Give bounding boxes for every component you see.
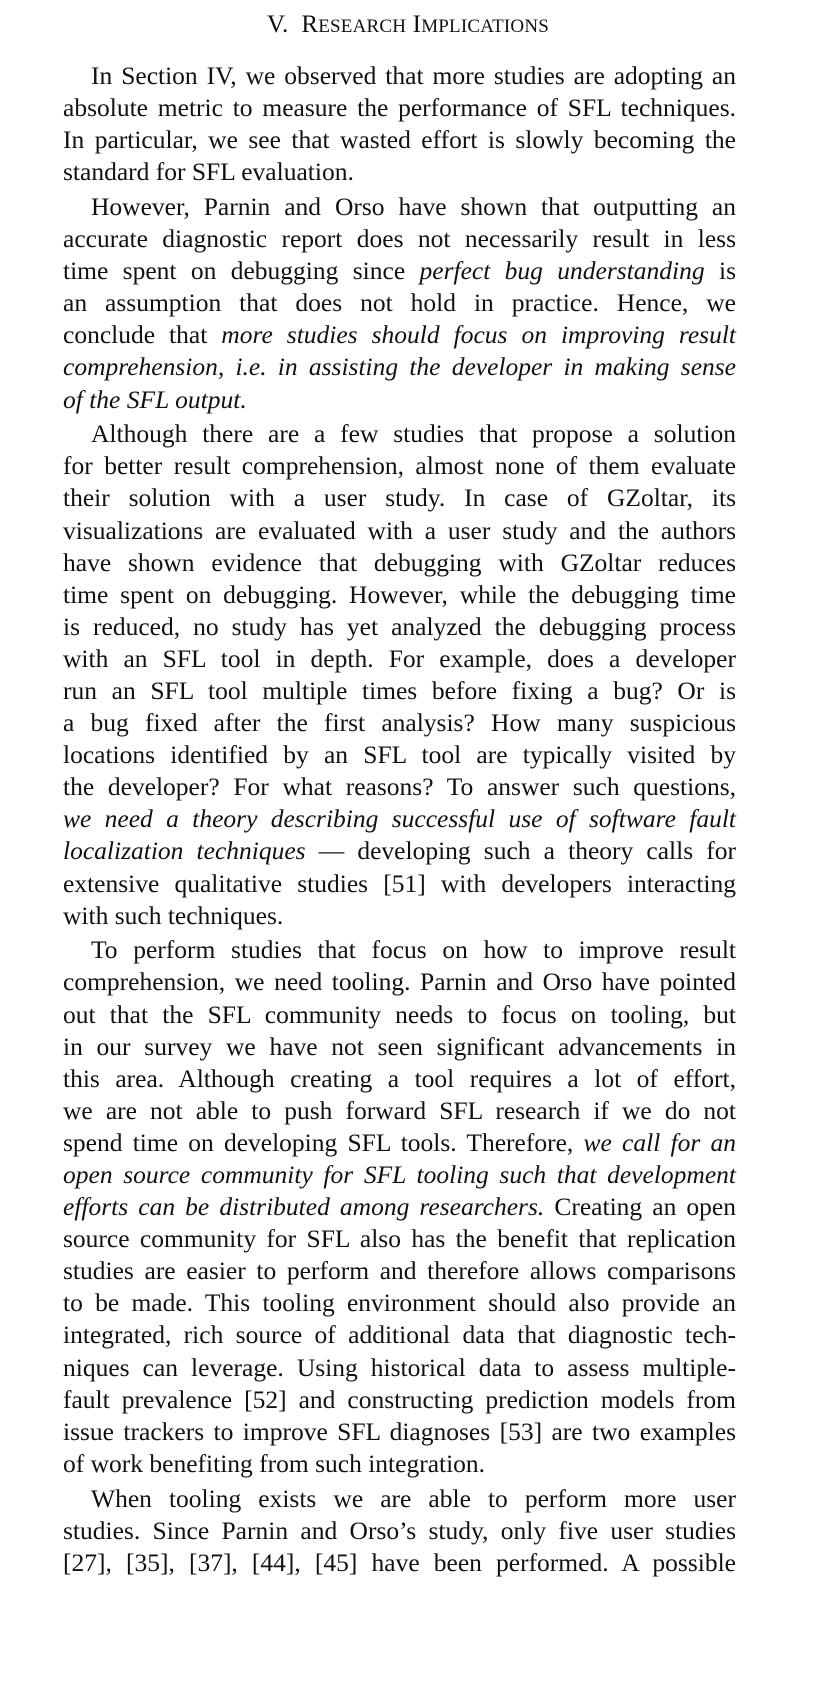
text-run: a bug fixed after the first analysis? How many suspicious [63, 708, 736, 738]
paragraph [63, 934, 736, 1480]
text-line [63, 868, 736, 900]
text-run: fault prevalence [52] and constructing prediction models from [63, 1384, 736, 1414]
text-run: comprehension, we need tooling. Parnin and Orso have pointed [63, 967, 736, 997]
text-run: studies. Since Parnin and Orso’s study, only five user studies [63, 1515, 736, 1545]
text-run: issue trackers to improve SFL diagnoses [53] are two examples [63, 1416, 736, 1446]
emphasized-text: efforts can be distributed among researchers. [63, 1192, 545, 1222]
text-run: run an SFL tool multiple times before fixing a bug? Or is [63, 675, 736, 705]
section-title-word-2: IMPLICATIONS [412, 11, 550, 38]
text-line [63, 1191, 736, 1223]
text-run: standard for SFL evaluation. [63, 157, 354, 187]
text-run: the developer? For what reasons? To answer such questions, [63, 772, 736, 802]
text-run: their solution with a user study. In case of GZoltar, its [63, 483, 736, 513]
emphasized-text: open source community for SFL tooling such that development [63, 1159, 736, 1189]
text-run: we are not able to push forward SFL research if we do not [63, 1095, 736, 1125]
text-line [63, 515, 736, 547]
paragraph [63, 191, 736, 416]
text-line [63, 1223, 736, 1255]
text-line [63, 418, 736, 450]
text-run: studies are easier to perform and therefore allows comparisons [63, 1256, 736, 1286]
section-number: V. [266, 11, 289, 38]
section-title-word-1: RESEARCH [301, 11, 407, 38]
text-run: In particular, we see that wasted effort is slowly becoming the [63, 125, 736, 155]
text-line [63, 1352, 736, 1384]
text-line [63, 1483, 736, 1515]
text-line [63, 1255, 736, 1287]
emphasized-text: localization techniques [63, 836, 306, 866]
emphasized-text: we need a theory describing successful use of software fault [63, 804, 736, 834]
text-run: an assumption that does not hold in practice. Hence, we [63, 288, 736, 318]
text-line [63, 1127, 736, 1159]
text-line [63, 223, 736, 255]
text-run: of work benefiting from such integration. [63, 1448, 486, 1478]
text-run: visualizations are evaluated with a user study and the authors [63, 515, 736, 545]
text-run: To perform studies that focus on how to improve result [91, 935, 736, 965]
text-line [63, 1287, 736, 1319]
emphasized-text: more studies should focus on improving result [221, 320, 736, 350]
text-line [63, 1095, 736, 1127]
text-run: In Section IV, we observed that more studies are adopting an [91, 61, 736, 90]
body-column [63, 60, 736, 1581]
text-run: When tooling exists we are able to perform more user [91, 1483, 736, 1513]
paragraph [63, 1483, 736, 1579]
text-line [63, 1448, 736, 1480]
text-line [63, 1416, 736, 1448]
text-line [63, 351, 736, 383]
section-heading [0, 8, 816, 44]
text-run: Although there are a few studies that propose a solution [91, 419, 736, 449]
text-line [63, 191, 736, 223]
emphasized-text: we call for an [583, 1127, 736, 1157]
text-line [63, 803, 736, 835]
emphasized-text: comprehension, i.e. in assisting the developer in making sense [63, 352, 736, 382]
text-run: to be made. This tooling environment should also provide an [63, 1288, 736, 1318]
text-run: time spent on debugging. However, while the debugging time [63, 579, 736, 609]
text-run: this area. Although creating a tool requires a lot of effort, [63, 1063, 736, 1093]
text-line [63, 1384, 736, 1416]
text-line [63, 999, 736, 1031]
text-run: Creating an open [544, 1192, 736, 1222]
text-run: is reduced, no study has yet analyzed the debugging process [63, 611, 736, 641]
text-run: have shown evidence that debugging with GZoltar reduces [63, 547, 736, 577]
text-run: conclude that [63, 320, 222, 350]
text-run: locations identified by an SFL tool are typically visited by [63, 740, 736, 770]
text-run: time spent on debugging since [63, 256, 420, 286]
text-line [63, 547, 736, 579]
text-run: in our survey we have not seen significant advancements in [63, 1031, 736, 1061]
text-line [63, 92, 736, 124]
text-line [63, 771, 736, 803]
text-line [63, 579, 736, 611]
text-run: with such techniques. [63, 900, 284, 930]
text-run: — developing such a theory calls for [305, 836, 736, 866]
text-line [63, 739, 736, 771]
text-line [63, 707, 736, 739]
text-line [63, 1515, 736, 1547]
text-line [63, 1063, 736, 1095]
text-line [63, 60, 736, 92]
text-line [63, 255, 736, 287]
text-line [63, 900, 736, 932]
text-run: accurate diagnostic report does not necessarily result in less [63, 224, 736, 254]
text-line [63, 1319, 736, 1351]
text-run: extensive qualitative studies [51] with developers interacting [63, 868, 736, 898]
text-line [63, 482, 736, 514]
emphasized-text: perfect bug understanding [419, 256, 705, 286]
text-run: niques can leverage. Using historical data to assess multiple- [63, 1352, 736, 1382]
paragraph [63, 60, 736, 188]
text-run: for better result comprehension, almost none of them evaluate [63, 451, 736, 481]
text-line [63, 643, 736, 675]
text-run: integrated, rich source of additional data that diagnostic tech- [63, 1320, 736, 1350]
text-line [63, 675, 736, 707]
text-line [63, 611, 736, 643]
text-line [63, 966, 736, 998]
emphasized-text: of the SFL output. [63, 384, 247, 414]
text-line [63, 156, 736, 188]
text-line [63, 835, 736, 867]
text-line [63, 287, 736, 319]
text-line [63, 1031, 736, 1063]
text-line [63, 934, 736, 966]
paragraph [63, 418, 736, 932]
text-line [63, 1547, 736, 1579]
text-run: with an SFL tool in depth. For example, does a developer [63, 643, 736, 673]
text-run: is [704, 256, 736, 286]
text-run: source community for SFL also has the benefit that replication [63, 1224, 736, 1254]
text-line [63, 450, 736, 482]
text-line [63, 384, 736, 416]
text-run: out that the SFL community needs to focus on tooling, but [63, 999, 736, 1029]
text-run: absolute metric to measure the performance of SFL techniques. [63, 93, 736, 123]
text-run: [27], [35], [37], [44], [45] have been performed. A possible [63, 1547, 736, 1577]
text-line [63, 1159, 736, 1191]
text-line [63, 319, 736, 351]
text-run: spend time on developing SFL tools. Therefore, [63, 1127, 584, 1157]
text-line [63, 124, 736, 156]
text-run: However, Parnin and Orso have shown that outputting an [91, 191, 736, 221]
